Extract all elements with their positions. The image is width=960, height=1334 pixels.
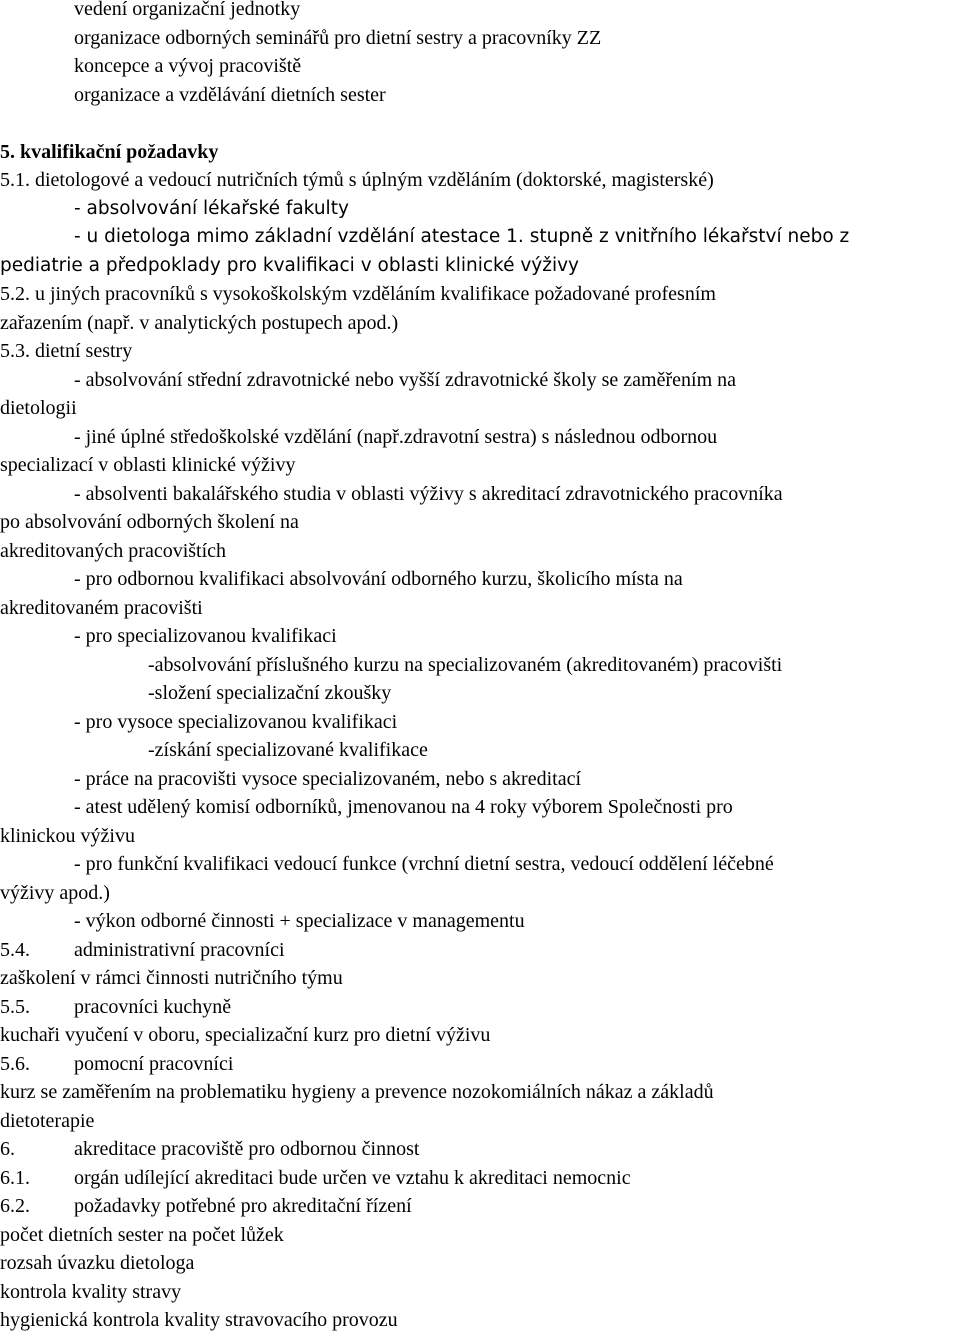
sestry-line: výživy apod.)	[0, 882, 110, 904]
section-5-6-title	[0, 1050, 233, 1078]
section-5-2-text: 5.2. u jiných pracovníků s vysokoškolským vzděláním kvalifikace požadované profesním	[0, 283, 716, 305]
sestry-line: - pro funkční kvalifikaci vedoucí funkce (vrchní dietní sestra, vedoucí oddělení léčebné	[74, 853, 774, 875]
section-6-1-title	[0, 1164, 631, 1192]
section-5-6-text: kurz se zaměřením na problematiku hygieny a prevence nozokomiálních nákaz a základů	[0, 1081, 714, 1103]
sestry-line: - absolvování střední zdravotnické nebo vyšší zdravotnické školy se zaměřením na	[74, 369, 737, 391]
sestry-line: - práce na pracovišti vysoce specializovaném, nebo s akreditací	[74, 768, 582, 790]
sestry-line: po absolvování odborných školení na	[0, 511, 299, 533]
sestry-line: dietologii	[0, 397, 77, 419]
section-5-1-item: - u dietologa mimo základní vzdělání atestace 1. stupně z vnitřního lékařství nebo z	[74, 226, 850, 247]
sestry-line: - pro specializovanou kvalifikaci	[74, 625, 337, 647]
section-5-3-title: 5.3. dietní sestry	[0, 340, 133, 362]
section-number: 5.5.	[0, 996, 30, 1018]
sestry-line: - pro vysoce specializovanou kvalifikaci	[74, 711, 398, 733]
sestry-line: specializací v oblasti klinické výživy	[0, 454, 296, 476]
section-5-5-title	[0, 993, 231, 1021]
sestry-line: - jiné úplné středoškolské vzdělání (např.zdravotní sestra) s následnou odbornou	[74, 426, 718, 448]
intro-item: organizace a vzdělávání dietních sester	[74, 84, 386, 106]
section-number: 6.1.	[0, 1167, 30, 1189]
requirement-item: rozsah úvazku dietologa	[0, 1252, 195, 1274]
section-title: akreditace pracoviště pro odbornou činnost	[74, 1138, 420, 1160]
sestry-line: - absolventi bakalářského studia v oblasti výživy s akreditací zdravotnického pracovníka	[74, 483, 783, 505]
section-5-6-text: dietoterapie	[0, 1110, 95, 1132]
section-number: 5.6.	[0, 1053, 30, 1075]
intro-item: vedení organizační jednotky	[74, 0, 301, 20]
section-5-5-text: kuchaři vyučení v oboru, specializační kurz pro dietní výživu	[0, 1024, 491, 1046]
requirement-item: počet dietních sester na počet lůžek	[0, 1224, 284, 1246]
section-title: orgán udílející akreditaci bude určen ve vztahu k akreditaci nemocnic	[74, 1167, 631, 1189]
sestry-line: - atest udělený komisí odborníků, jmenovanou na 4 roky výborem Společnosti pro	[74, 796, 733, 818]
section-number: 6.	[0, 1138, 15, 1160]
sestry-subline: -složení specializační zkoušky	[148, 682, 392, 704]
section-title: požadavky potřebné pro akreditační řízení	[74, 1195, 412, 1217]
sestry-line: akreditovaném pracovišti	[0, 597, 203, 619]
section-5-2-text: zařazením (např. v analytických postupech apod.)	[0, 312, 399, 334]
sestry-line: - výkon odborné činnosti + specializace v managementu	[74, 910, 525, 932]
section-title: pracovníci kuchyně	[74, 996, 232, 1018]
section-number: 6.2.	[0, 1195, 30, 1217]
section-5-heading: 5. kvalifikační požadavky	[0, 141, 219, 163]
sestry-subline: -získání specializované kvalifikace	[148, 739, 428, 761]
section-6-title	[0, 1135, 419, 1163]
requirement-item: kontrola kvality stravy	[0, 1281, 182, 1303]
sestry-line: - pro odbornou kvalifikaci absolvování odborného kurzu, školicího místa na	[74, 568, 683, 590]
section-title: administrativní pracovníci	[74, 939, 285, 961]
sestry-line: klinickou výživu	[0, 825, 135, 847]
requirement-item: hygienická kontrola kvality stravovacího provozu	[0, 1309, 398, 1331]
section-6-2-title	[0, 1192, 412, 1220]
section-5-4-title	[0, 936, 285, 964]
section-title: pomocní pracovníci	[74, 1053, 234, 1075]
section-5-1-item-cont: pediatrie a předpoklady pro kvalifikaci v oblasti klinické výživy	[0, 255, 579, 276]
section-5-4-text: zaškolení v rámci činnosti nutričního týmu	[0, 967, 343, 989]
intro-item: organizace odborných seminářů pro dietní sestry a pracovníky ZZ	[74, 27, 602, 49]
intro-item: koncepce a vývoj pracoviště	[74, 55, 302, 77]
sestry-subline: -absolvování příslušného kurzu na specializovaném (akreditovaném) pracovišti	[148, 654, 783, 676]
section-5-1-item: - absolvování lékařské fakulty	[74, 198, 349, 219]
section-5-1-title: 5.1. dietologové a vedoucí nutričních týmů s úplným vzděláním (doktorské, magisterské)	[0, 169, 714, 191]
section-number: 5.4.	[0, 939, 30, 961]
sestry-line: akreditovaných pracovištích	[0, 540, 227, 562]
